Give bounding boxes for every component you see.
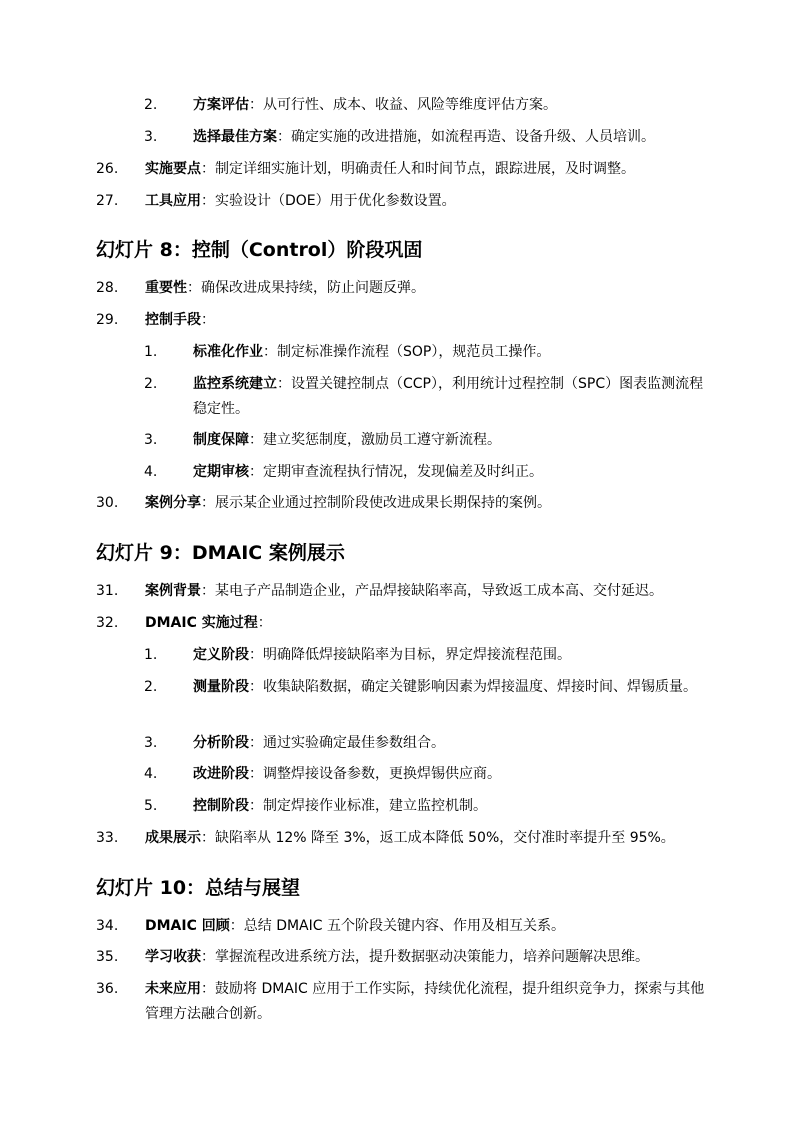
item-text: 成果展示：缺陷率从 12% 降至 3%，返工成本降低 50%，交付准时率提升至 95%。 bbox=[145, 830, 675, 846]
item-text: 监控系统建立：设置关键控制点（CCP），利用统计过程控制（SPC）图表监测流程稳定性。 bbox=[193, 376, 704, 417]
item-number: 4. bbox=[144, 464, 158, 480]
item-number: 27. bbox=[96, 193, 119, 209]
item-term: 控制阶段 bbox=[193, 798, 249, 814]
item-term: 实施要点 bbox=[145, 161, 201, 177]
item-text: 学习收获：掌握流程改进系统方法，提升数据驱动决策能力，培养问题解决思维。 bbox=[145, 949, 649, 965]
item-term: 工具应用 bbox=[145, 193, 201, 209]
item-number: 34. bbox=[96, 918, 119, 934]
item-term: 定期审核 bbox=[193, 464, 249, 480]
item-text: 定义阶段：明确降低焊接缺陷率为目标，界定焊接流程范围。 bbox=[193, 647, 571, 663]
item-number: 3. bbox=[144, 735, 158, 751]
item-term: 成果展示 bbox=[145, 830, 201, 846]
item-term: DMAIC 实施过程 bbox=[145, 615, 258, 631]
item-term: 案例分享 bbox=[145, 495, 201, 511]
item-term: 测量阶段 bbox=[193, 679, 249, 695]
item-text: 案例分享：展示某企业通过控制阶段使改进成果长期保持的案例。 bbox=[145, 495, 551, 511]
item-text: 未来应用：鼓励将 DMAIC 应用于工作实际，持续优化流程，提升组织竞争力，探索与其他管理方法融合创新。 bbox=[145, 981, 705, 1022]
item-number: 36. bbox=[96, 981, 119, 997]
item-number: 33. bbox=[96, 830, 119, 846]
item-text: 制度保障：建立奖惩制度，激励员工遵守新流程。 bbox=[193, 432, 501, 448]
item-term: 重要性 bbox=[145, 280, 187, 296]
item-number: 1. bbox=[144, 647, 158, 663]
item-term: 未来应用 bbox=[145, 981, 201, 997]
section-heading: 幻灯片 10：总结与展望 bbox=[96, 877, 301, 899]
item-term: 控制手段 bbox=[145, 312, 201, 328]
item-text: 实施要点：制定详细实施计划，明确责任人和时间节点，跟踪进展，及时调整。 bbox=[145, 161, 635, 177]
item-text: 分析阶段：通过实验确定最佳参数组合。 bbox=[193, 735, 445, 751]
item-text: DMAIC 回顾：总结 DMAIC 五个阶段关键内容、作用及相互关系。 bbox=[145, 918, 565, 934]
item-text: 测量阶段：收集缺陷数据，确定关键影响因素为焊接温度、焊接时间、焊锡质量。 bbox=[193, 679, 697, 695]
item-number: 26. bbox=[96, 161, 119, 177]
item-term: DMAIC 回顾 bbox=[145, 918, 230, 934]
item-text: 方案评估：从可行性、成本、收益、风险等维度评估方案。 bbox=[193, 97, 557, 113]
item-text: 选择最佳方案：确定实施的改进措施，如流程再造、设备升级、人员培训。 bbox=[193, 129, 655, 145]
item-term: 定义阶段 bbox=[193, 647, 249, 663]
item-term: 方案评估 bbox=[193, 97, 249, 113]
item-term: 改进阶段 bbox=[193, 766, 249, 782]
item-number: 31. bbox=[96, 583, 119, 599]
item-term: 选择最佳方案 bbox=[193, 129, 277, 145]
item-number: 32. bbox=[96, 615, 119, 631]
item-term: 学习收获 bbox=[145, 949, 201, 965]
item-text: 标准化作业：制定标准操作流程（SOP），规范员工操作。 bbox=[193, 344, 551, 360]
item-number: 2. bbox=[144, 679, 158, 695]
item-text: 控制阶段：制定焊接作业标准，建立监控机制。 bbox=[193, 798, 487, 814]
item-term: 制度保障 bbox=[193, 432, 249, 448]
item-text: 改进阶段：调整焊接设备参数，更换焊锡供应商。 bbox=[193, 766, 501, 782]
item-number: 4. bbox=[144, 766, 158, 782]
section-heading: 幻灯片 9：DMAIC 案例展示 bbox=[96, 542, 345, 564]
item-text: 案例背景：某电子产品制造企业，产品焊接缺陷率高，导致返工成本高、交付延迟。 bbox=[145, 583, 663, 599]
item-number: 2. bbox=[144, 97, 158, 113]
item-text: 定期审核：定期审查流程执行情况，发现偏差及时纠正。 bbox=[193, 464, 543, 480]
item-text: 控制手段： bbox=[145, 312, 215, 328]
item-term: 监控系统建立 bbox=[193, 376, 277, 392]
item-text: 重要性：确保改进成果持续，防止问题反弹。 bbox=[145, 280, 425, 296]
item-text: DMAIC 实施过程： bbox=[145, 615, 272, 631]
item-term: 案例背景 bbox=[145, 583, 201, 599]
item-number: 2. bbox=[144, 376, 158, 392]
item-number: 5. bbox=[144, 798, 158, 814]
item-number: 35. bbox=[96, 949, 119, 965]
section-heading: 幻灯片 8：控制（Control）阶段巩固 bbox=[96, 239, 423, 261]
item-number: 29. bbox=[96, 312, 119, 328]
item-text: 工具应用：实验设计（DOE）用于优化参数设置。 bbox=[145, 193, 456, 209]
item-term: 标准化作业 bbox=[193, 344, 263, 360]
item-number: 3. bbox=[144, 432, 158, 448]
item-number: 1. bbox=[144, 344, 158, 360]
item-number: 30. bbox=[96, 495, 119, 511]
item-term: 分析阶段 bbox=[193, 735, 249, 751]
item-number: 3. bbox=[144, 129, 158, 145]
item-number: 28. bbox=[96, 280, 119, 296]
